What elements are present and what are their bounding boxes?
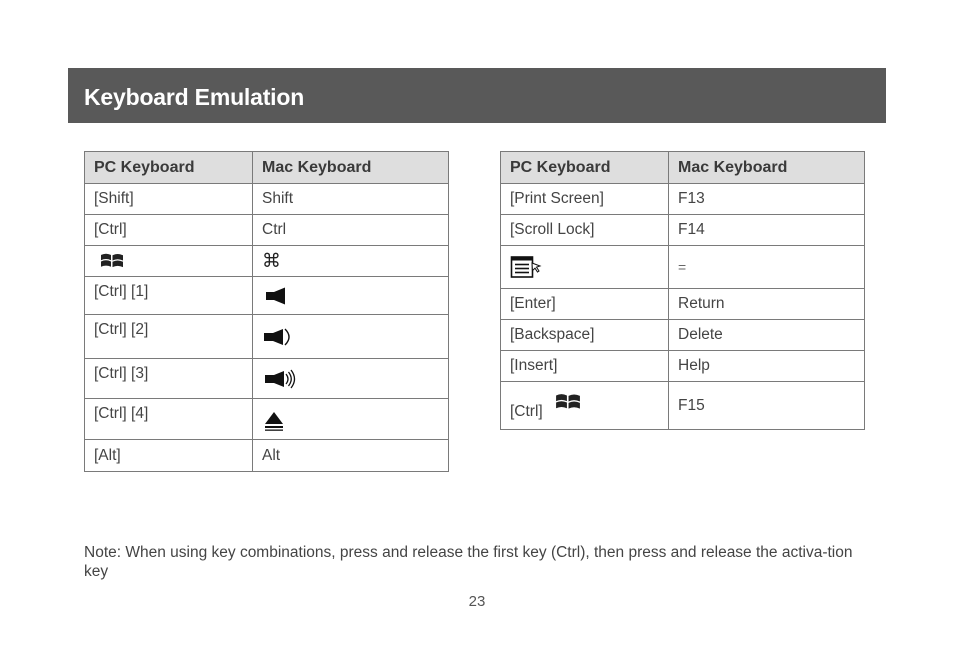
speaker-low-volume-icon <box>263 326 297 348</box>
pc-key-cell: [Ctrl] [3] <box>85 359 253 399</box>
windows-logo-icon <box>100 251 124 271</box>
table-row <box>501 382 865 430</box>
column-header-pc: PC Keyboard <box>85 152 253 184</box>
pc-key-cell: [Alt] <box>85 440 253 472</box>
mac-key-cell: Help <box>669 351 865 382</box>
table-row <box>85 359 449 399</box>
table-header-row <box>85 152 449 184</box>
pc-key-cell <box>501 246 669 289</box>
table-row <box>501 215 865 246</box>
pc-mac-key-table-left <box>84 151 449 472</box>
table-row <box>501 351 865 382</box>
table-row <box>85 184 449 215</box>
ctrl-key-label: [Ctrl] <box>510 402 543 420</box>
page-title: Keyboard Emulation <box>84 84 305 110</box>
table-row <box>85 215 449 246</box>
table-row <box>85 440 449 472</box>
pc-key-cell: [Scroll Lock] <box>501 215 669 246</box>
speaker-mute-icon <box>265 286 289 306</box>
pc-mac-key-table-right <box>500 151 865 430</box>
mac-key-cell: F13 <box>669 184 865 215</box>
pc-key-cell: [Backspace] <box>501 320 669 351</box>
pc-key-cell: [Print Screen] <box>501 184 669 215</box>
table-row <box>501 246 865 289</box>
mac-key-cell: Shift <box>253 184 449 215</box>
table-row <box>501 289 865 320</box>
note-text: Note: When using key combinations, press and release the first key (Ctrl), then press and release the activa-tion key <box>84 544 853 580</box>
command-icon: ⌘ <box>262 250 281 272</box>
mac-key-cell <box>253 315 449 359</box>
mac-key-cell <box>253 277 449 315</box>
mac-key-cell: F15 <box>669 382 865 430</box>
mac-key-cell <box>253 359 449 399</box>
eject-icon <box>263 410 285 432</box>
mac-key-cell: F14 <box>669 215 865 246</box>
table-row <box>85 277 449 315</box>
context-menu-key-icon <box>510 254 542 280</box>
mac-key-cell: Delete <box>669 320 865 351</box>
windows-logo-icon <box>555 391 581 413</box>
pc-key-cell: [Shift] <box>85 184 253 215</box>
speaker-high-volume-icon <box>264 368 298 390</box>
table-header-row <box>501 152 865 184</box>
equals-key-label: = <box>678 259 687 275</box>
mac-key-cell: Return <box>669 289 865 320</box>
pc-key-cell: [Ctrl] [2] <box>85 315 253 359</box>
table-row <box>501 320 865 351</box>
table-row <box>85 246 449 277</box>
mac-key-cell <box>669 246 865 289</box>
mac-key-cell <box>253 246 449 277</box>
table-row <box>85 399 449 440</box>
table-row <box>501 184 865 215</box>
column-header-mac: Mac Keyboard <box>669 152 865 184</box>
pc-key-cell <box>501 382 669 430</box>
pc-key-cell: [Insert] <box>501 351 669 382</box>
table-row <box>85 315 449 359</box>
mac-key-cell: Alt <box>253 440 449 472</box>
column-header-pc: PC Keyboard <box>501 152 669 184</box>
pc-key-cell <box>85 246 253 277</box>
mac-key-cell <box>253 399 449 440</box>
mac-key-cell: Ctrl <box>253 215 449 246</box>
pc-key-cell: [Enter] <box>501 289 669 320</box>
pc-key-cell: [Ctrl] [4] <box>85 399 253 440</box>
pc-key-cell: [Ctrl] [1] <box>85 277 253 315</box>
title-bar <box>68 68 886 123</box>
page-number: 23 <box>468 593 486 610</box>
column-header-mac: Mac Keyboard <box>253 152 449 184</box>
pc-key-cell: [Ctrl] <box>85 215 253 246</box>
